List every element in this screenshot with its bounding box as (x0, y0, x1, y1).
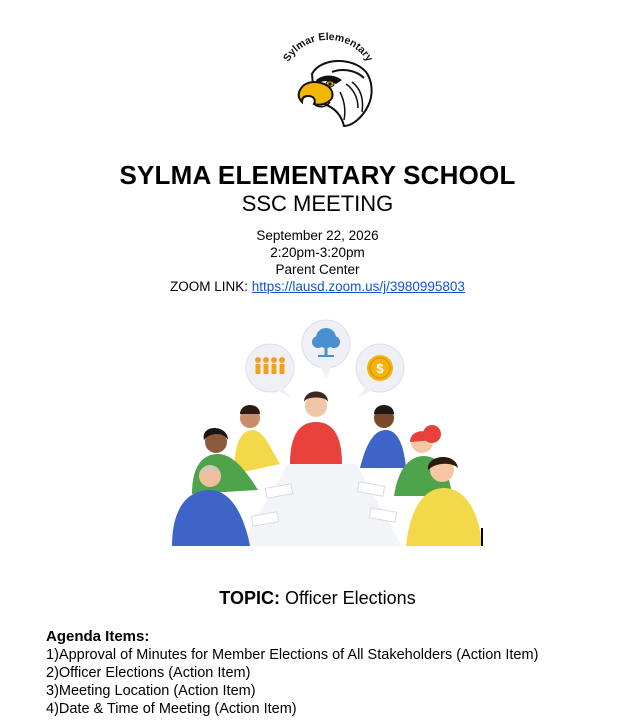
person-right-back (360, 405, 406, 468)
school-name: SYLMA ELEMENTARY SCHOOL (119, 160, 516, 190)
topic-line (0, 588, 635, 609)
school-logo (272, 22, 384, 134)
svg-text:$: $ (376, 361, 384, 376)
meeting-location: Parent Center (275, 262, 360, 277)
people-icon (246, 344, 294, 398)
zoom-label: ZOOM LINK: (170, 279, 252, 294)
agenda-section (46, 628, 538, 718)
meeting-time: 2:20pm-3:20pm (270, 245, 365, 260)
meeting-table (240, 464, 402, 546)
agenda-item: 4)Date & Time of Meeting (Action Item) (46, 701, 297, 717)
logo-text: Sylmar Elementary (280, 30, 376, 64)
zoom-line (0, 279, 635, 295)
agenda-heading: Agenda Items: (46, 628, 150, 645)
agenda-item: 1)Approval of Minutes for Member Elections of All Stakeholders (Action Item) (46, 647, 539, 663)
agenda-item: 2)Officer Elections (Action Item) (46, 665, 251, 681)
person-left-back (234, 405, 280, 474)
eagle-icon (299, 61, 372, 126)
topic-value: Officer Elections (279, 588, 416, 608)
meeting-date: September 22, 2026 (256, 228, 379, 243)
zoom-link[interactable]: https://lausd.zoom.us/j/3980995803 (251, 279, 465, 294)
agenda-item: 3)Meeting Location (Action Item) (46, 683, 256, 699)
meeting-title: SSC MEETING (241, 191, 394, 216)
dollar-coin-icon (356, 344, 404, 398)
meeting-illustration (170, 318, 482, 546)
text-cursor (481, 528, 483, 546)
person-center (290, 392, 342, 465)
tree-icon (302, 320, 350, 378)
topic-label: TOPIC: (219, 588, 280, 608)
